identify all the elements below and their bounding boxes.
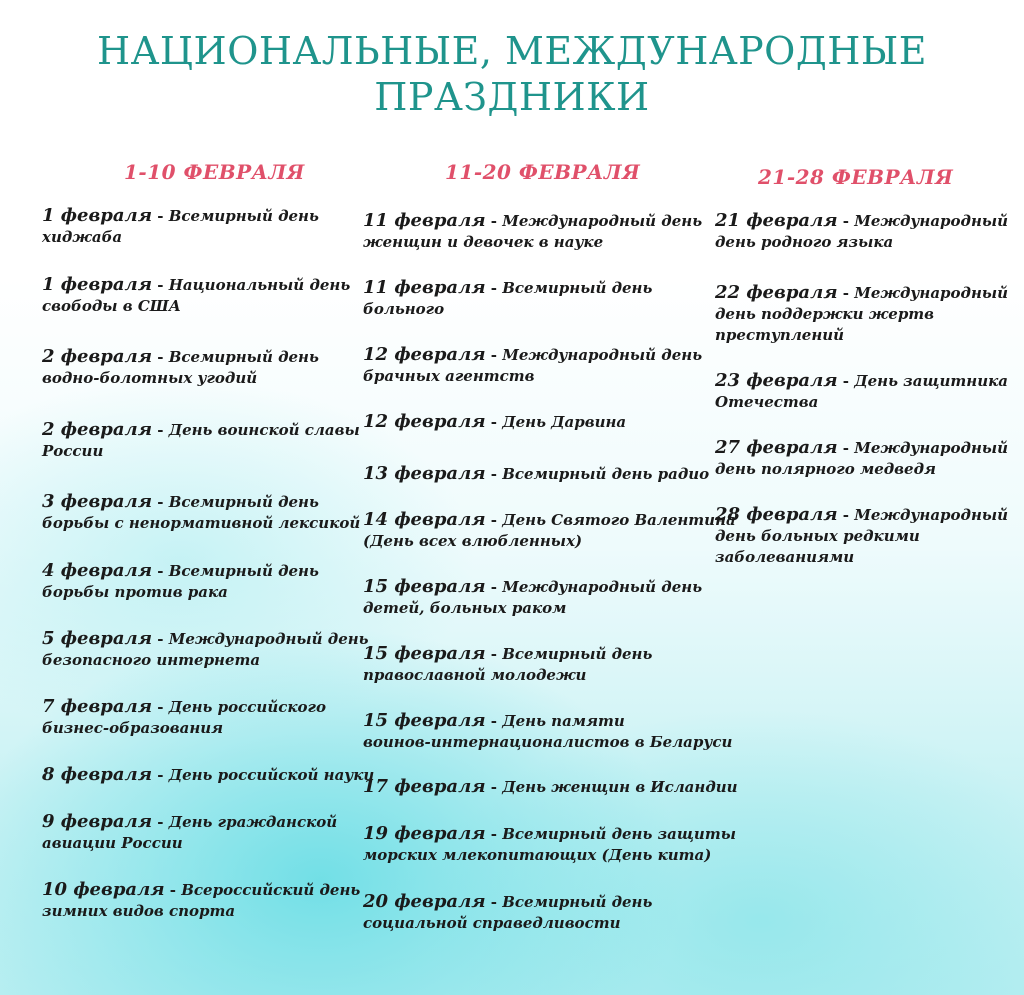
holiday-entry: 15 февраля - Всемирный день православной молодежи bbox=[363, 643, 653, 684]
holiday-date: 3 февраля bbox=[42, 491, 153, 512]
holiday-entry: 13 февраля - Всемирный день радио bbox=[363, 463, 710, 484]
holiday-date: 2 февраля bbox=[42, 346, 153, 367]
holiday-entry: 14 февраля - День Святого Валентина (День всех влюбленных) bbox=[363, 509, 736, 550]
holiday-name-line1: Всемирный день bbox=[168, 207, 319, 225]
holiday-name-line1: Всемирный день bbox=[502, 893, 653, 911]
holiday-date: 7 февраля bbox=[42, 696, 153, 717]
holiday-name-line2: день родного языка bbox=[715, 233, 894, 251]
holiday-entry: 17 февраля - День женщин в Исландии bbox=[363, 776, 738, 797]
holiday-entry: 2 февраля - Всемирный день водно-болотных угодий bbox=[42, 346, 319, 387]
holiday-date: 21 февраля bbox=[715, 210, 838, 231]
holiday-name-line1: День Святого Валентина bbox=[502, 511, 736, 529]
holiday-name-line2: день полярного медведя bbox=[715, 460, 936, 478]
holiday-name-line2: авиации России bbox=[42, 834, 183, 852]
holiday-name-line2: зимних видов спорта bbox=[42, 902, 236, 920]
holiday-entry: 22 февраля - Международный день поддержки жертв преступлений bbox=[715, 282, 1009, 344]
holiday-name-line1: Всемирный день радио bbox=[502, 465, 710, 483]
holiday-date: 15 февраля bbox=[363, 576, 486, 597]
holiday-name-line2: воинов-интернационалистов в Беларуси bbox=[363, 733, 733, 751]
holiday-entry: 12 февраля - Международный день брачных агентств bbox=[363, 344, 703, 385]
holiday-name-line2: свободы в США bbox=[42, 297, 181, 315]
holiday-name-line2: (День всех влюбленных) bbox=[363, 532, 583, 550]
holiday-name-line1: Всемирный день bbox=[168, 562, 319, 580]
holiday-name-line1: Всемирный день bbox=[168, 493, 319, 511]
column-heading-3: 21-28 ФЕВРАЛЯ bbox=[758, 165, 954, 189]
holiday-date: 13 февраля bbox=[363, 463, 486, 484]
holiday-name-line1: День защитника bbox=[854, 372, 1008, 390]
holiday-date: 5 февраля bbox=[42, 628, 153, 649]
holiday-date: 23 февраля bbox=[715, 370, 838, 391]
holiday-name-line2: морских млекопитающих (День кита) bbox=[363, 846, 712, 864]
holiday-date: 2 февраля bbox=[42, 419, 153, 440]
holiday-name-line3: преступлений bbox=[715, 326, 845, 344]
holiday-name-line1: Международный день bbox=[168, 630, 369, 648]
holiday-entry: 11 февраля - Всемирный день больного bbox=[363, 277, 653, 318]
holiday-date: 1 февраля bbox=[42, 274, 153, 295]
title-line-2: ПРАЗДНИКИ bbox=[374, 75, 650, 119]
holiday-name-line2: женщин и девочек в науке bbox=[363, 233, 604, 251]
holiday-name-line1: Всероссийский день bbox=[181, 881, 361, 899]
holiday-entry: 20 февраля - Всемирный день социальной справедливости bbox=[363, 891, 653, 932]
holiday-name-line1: День женщин в Исландии bbox=[502, 778, 738, 796]
holiday-entry: 4 февраля - Всемирный день борьбы против рака bbox=[42, 560, 319, 601]
holiday-name-line2: борьбы против рака bbox=[42, 583, 228, 601]
holiday-name-line1: Международный bbox=[854, 506, 1009, 524]
holiday-date: 19 февраля bbox=[363, 823, 486, 844]
holiday-name-line2: хиджаба bbox=[42, 228, 123, 246]
holiday-entry: 10 февраля - Всероссийский день зимних видов спорта bbox=[42, 879, 361, 920]
holiday-entry: 1 февраля - Всемирный день хиджаба bbox=[42, 205, 319, 246]
holiday-name-line1: День российского bbox=[168, 698, 326, 716]
holiday-name-line2: социальной справедливости bbox=[363, 914, 621, 932]
holiday-name-line1: Международный день bbox=[502, 212, 703, 230]
holiday-name-line1: Национальный день bbox=[168, 276, 351, 294]
holiday-date: 14 февраля bbox=[363, 509, 486, 530]
holiday-name-line2: больного bbox=[363, 300, 445, 318]
holiday-name-line2: водно-болотных угодий bbox=[42, 369, 258, 387]
holiday-name-line1: Международный bbox=[854, 212, 1009, 230]
holiday-name-line2: борьбы с ненормативной лексикой bbox=[42, 514, 361, 532]
holiday-date: 11 февраля bbox=[363, 210, 486, 231]
holiday-entry: 28 февраля - Международный день больных редкими заболеваниями bbox=[715, 504, 1009, 566]
column-heading-2: 11-20 ФЕВРАЛЯ bbox=[445, 160, 641, 184]
holiday-name-line1: Международный bbox=[854, 439, 1009, 457]
holiday-date: 8 февраля bbox=[42, 764, 153, 785]
holiday-date: 4 февраля bbox=[42, 560, 153, 581]
holiday-date: 9 февраля bbox=[42, 811, 153, 832]
holiday-date: 27 февраля bbox=[715, 437, 838, 458]
column-heading-1: 1-10 ФЕВРАЛЯ bbox=[124, 160, 305, 184]
holiday-entry: 21 февраля - Международный день родного языка bbox=[715, 210, 1009, 251]
holiday-entry: 2 февраля - День воинской славы России bbox=[42, 419, 360, 460]
holiday-name-line1: День воинской славы bbox=[168, 421, 360, 439]
holiday-date: 15 февраля bbox=[363, 643, 486, 664]
holiday-name-line1: Международный bbox=[854, 284, 1009, 302]
page-title bbox=[0, 28, 1024, 120]
holiday-date: 1 февраля bbox=[42, 205, 153, 226]
holiday-date: 22 февраля bbox=[715, 282, 838, 303]
holiday-name-line2: день больных редкими bbox=[715, 527, 920, 545]
holiday-date: 11 февраля bbox=[363, 277, 486, 298]
holiday-name-line1: День российской науки bbox=[168, 766, 375, 784]
holiday-name-line2: день поддержки жертв bbox=[715, 305, 935, 323]
holiday-entry: 27 февраля - Международный день полярного медведя bbox=[715, 437, 1009, 478]
holiday-entry: 5 февраля - Международный день безопасного интернета bbox=[42, 628, 369, 669]
holiday-date: 20 февраля bbox=[363, 891, 486, 912]
holiday-entry: 7 февраля - День российского бизнес-образования bbox=[42, 696, 326, 737]
holiday-entry: 3 февраля - Всемирный день борьбы с ненормативной лексикой bbox=[42, 491, 361, 532]
holiday-name-line1: Всемирный день bbox=[502, 645, 653, 663]
holiday-name-line1: Международный день bbox=[502, 578, 703, 596]
holiday-entry: 11 февраля - Международный день женщин и девочек в науке bbox=[363, 210, 703, 251]
holiday-name-line2: безопасного интернета bbox=[42, 651, 261, 669]
holiday-name-line2: России bbox=[42, 442, 104, 460]
holiday-name-line1: День гражданской bbox=[168, 813, 338, 831]
holiday-name-line1: Всемирный день bbox=[168, 348, 319, 366]
holiday-entry: 15 февраля - Международный день детей, больных раком bbox=[363, 576, 703, 617]
holiday-name-line1: Всемирный день защиты bbox=[502, 825, 736, 843]
holiday-entry: 19 февраля - Всемирный день защиты морских млекопитающих (День кита) bbox=[363, 823, 736, 864]
holiday-entry: 23 февраля - День защитника Отечества bbox=[715, 370, 1008, 411]
holiday-entry: 12 февраля - День Дарвина bbox=[363, 411, 627, 432]
holiday-date: 15 февраля bbox=[363, 710, 486, 731]
holiday-date: 28 февраля bbox=[715, 504, 838, 525]
holiday-name-line1: День памяти bbox=[502, 712, 625, 730]
holiday-name-line1: День Дарвина bbox=[502, 413, 627, 431]
holiday-name-line2: православной молодежи bbox=[363, 666, 587, 684]
holiday-name-line2: брачных агентств bbox=[363, 367, 535, 385]
holiday-name-line2: детей, больных раком bbox=[363, 599, 567, 617]
holiday-date: 17 февраля bbox=[363, 776, 486, 797]
holiday-name-line2: бизнес-образования bbox=[42, 719, 224, 737]
holiday-entry: 15 февраля - День памяти воинов-интернационалистов в Беларуси bbox=[363, 710, 733, 751]
holiday-name-line2: Отечества bbox=[715, 393, 819, 411]
holiday-name-line3: заболеваниями bbox=[715, 548, 855, 566]
holiday-date: 12 февраля bbox=[363, 344, 486, 365]
holiday-name-line1: Всемирный день bbox=[502, 279, 653, 297]
holiday-entry: 8 февраля - День российской науки bbox=[42, 764, 375, 785]
holiday-name-line1: Международный день bbox=[502, 346, 703, 364]
holiday-entry: 9 февраля - День гражданской авиации России bbox=[42, 811, 338, 852]
holiday-entry: 1 февраля - Национальный день свободы в США bbox=[42, 274, 351, 315]
holiday-date: 10 февраля bbox=[42, 879, 165, 900]
title-line-1: НАЦИОНАЛЬНЫЕ, МЕЖДУНАРОДНЫЕ bbox=[97, 29, 927, 73]
holiday-date: 12 февраля bbox=[363, 411, 486, 432]
